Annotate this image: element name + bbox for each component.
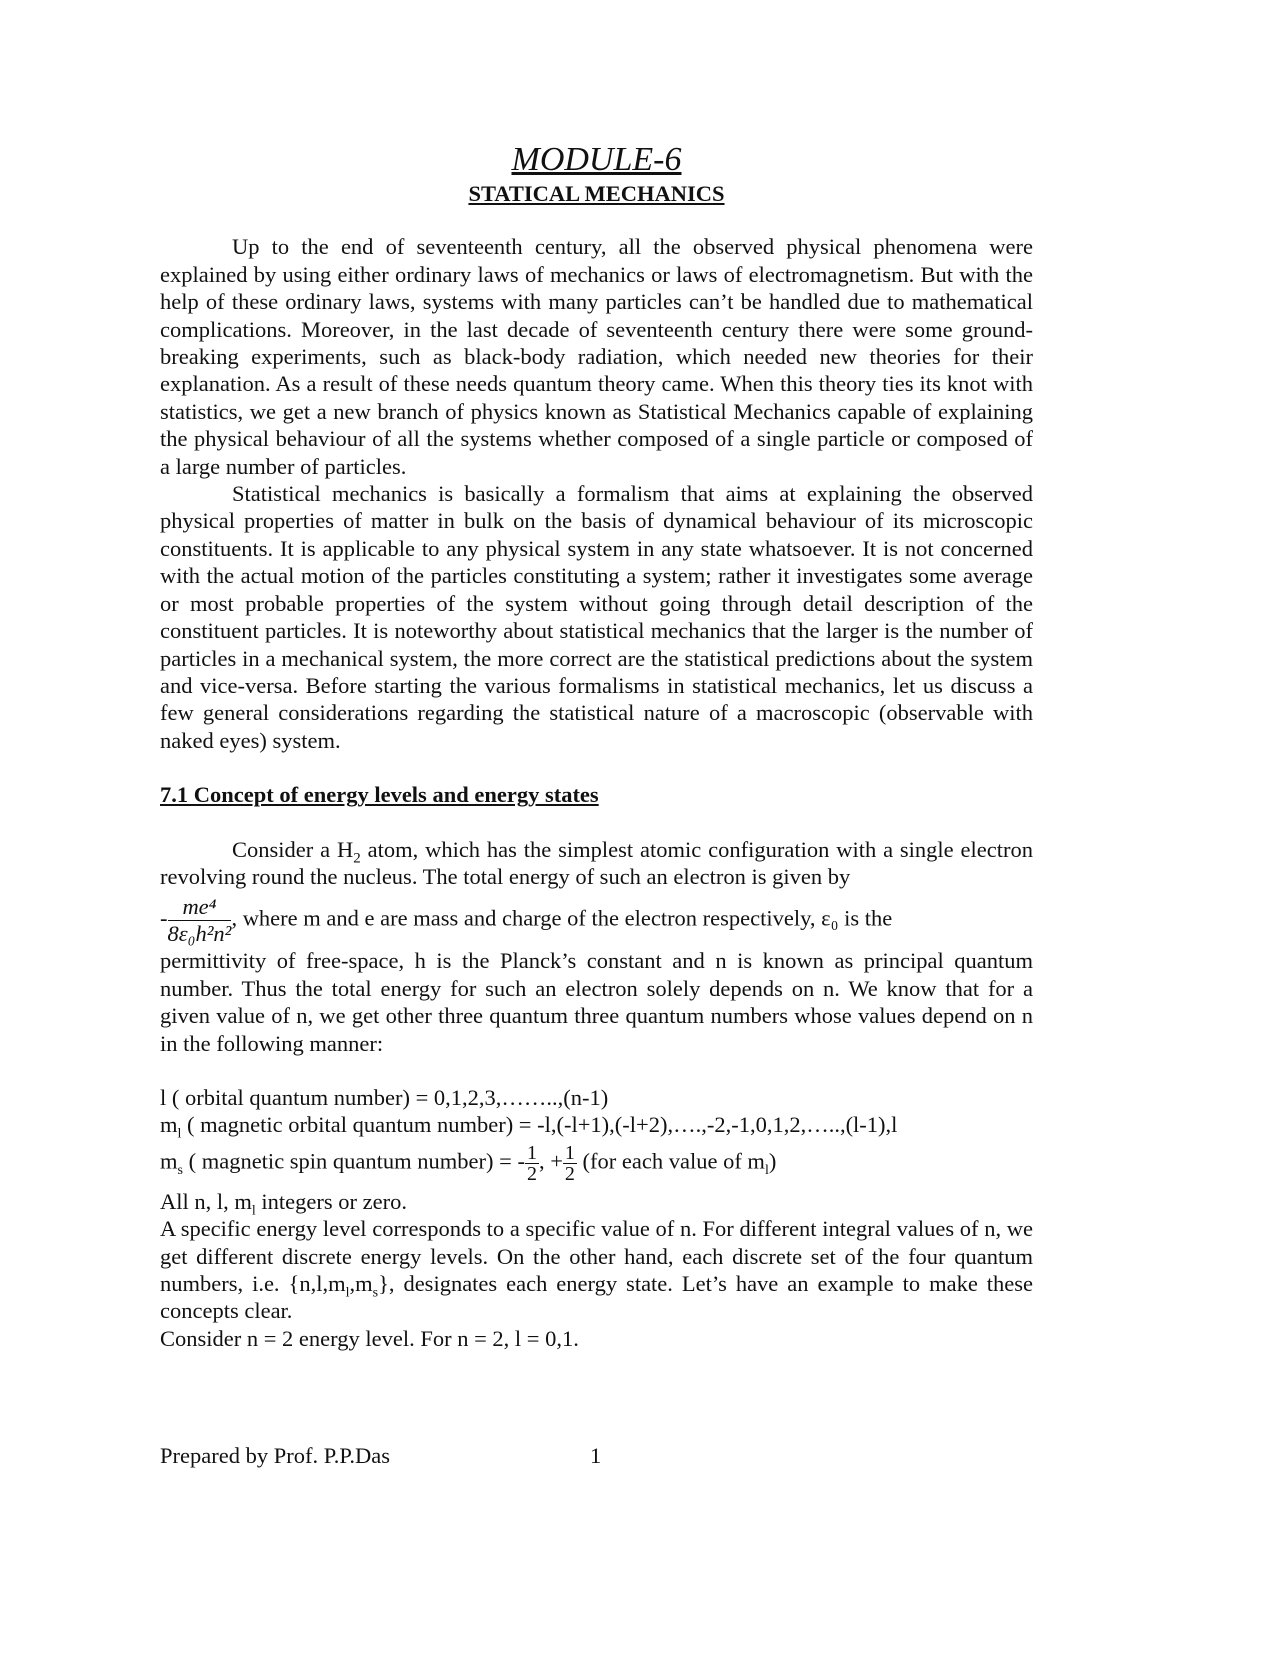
text: , + xyxy=(538,1148,563,1174)
denominator: 8ε₀h²n² xyxy=(167,921,232,947)
page-number: 1 xyxy=(590,1443,602,1469)
subscript: 2 xyxy=(353,850,361,867)
denominator: 2 xyxy=(564,1162,575,1185)
subscript: l xyxy=(251,1203,256,1219)
energy-fraction xyxy=(168,894,232,947)
subscript: s xyxy=(372,1285,379,1301)
paragraph-energy-levels xyxy=(160,1215,1033,1325)
text: Consider a H xyxy=(232,836,354,862)
text: ) xyxy=(768,1148,777,1174)
footer xyxy=(160,1442,1033,1472)
subscript: l xyxy=(177,1126,182,1142)
minus-sign: - xyxy=(160,906,168,931)
subscript: l xyxy=(764,1162,769,1178)
numerator: 1 xyxy=(526,1141,537,1164)
half-fraction xyxy=(563,1143,577,1184)
text: m xyxy=(160,1148,178,1174)
text: (for each value of m xyxy=(576,1148,765,1174)
numerator: me⁴ xyxy=(168,894,232,921)
page-content xyxy=(160,140,1033,1472)
l-quantum-line: l ( orbital quantum number) = 0,1,2,3,……..,(n-1) xyxy=(160,1084,609,1110)
ml-quantum-line xyxy=(160,1111,1033,1142)
subscript: l xyxy=(345,1285,350,1301)
page-subtitle: STATICAL MECHANICS xyxy=(468,181,725,206)
text: ( magnetic orbital quantum number) = -l,(-l+1),(-l+2),….,-2,-1,0,1,2,…..,(l-1),l xyxy=(181,1112,898,1138)
subscript: s xyxy=(177,1162,183,1178)
consider-n2-line: Consider n = 2 energy level. For n = 2, l = 0,1. xyxy=(160,1325,579,1351)
energy-formula-line xyxy=(160,894,1033,947)
footer-author: Prepared by Prof. P.P.Das xyxy=(160,1443,390,1469)
text: All n, l, m xyxy=(160,1188,252,1214)
paragraph-permittivity: permittivity of free-space, h is the Planck’s constant and n is known as principal quantum number. Thus the total energy for such an electron solely depends on n. We know that for a given value of n, we get other three quantum three quantum numbers whose values depend on n in the following manner: xyxy=(160,948,1033,1056)
text: ,m xyxy=(349,1271,373,1296)
half-fraction xyxy=(525,1143,539,1184)
text: atom, which has the simplest atomic configuration with a single electron revolving round the nucleus. The total energy of such an electron is given by xyxy=(160,836,1033,889)
denominator: 2 xyxy=(526,1162,537,1185)
text: m xyxy=(160,1112,178,1138)
ms-quantum-line xyxy=(160,1143,1033,1184)
formula-description: , where m and e are mass and charge of the electron respectively, ε₀ is the xyxy=(231,906,893,931)
section-heading: 7.1 Concept of energy levels and energy states xyxy=(160,782,599,808)
text: integers or zero. xyxy=(255,1188,407,1214)
integers-line xyxy=(160,1188,1033,1219)
paragraph-statistical-mechanics: Statistical mechanics is basically a formalism that aims at explaining the observed physical properties of matter in bulk on the basis of dynamical behaviour of its microscopic constituents. It is applicable to any physical system in any state whatsoever. It is not concerned with the actual motion of the particles constituting a system; rather it investigates some average or most probable properties of the system without going through detail description of the constituent particles. It is noteworthy about statistical mechanics that the larger is the number of particles in a mechanical system, the more correct are the statistical predictions about the system and vice-versa. Before starting the various formalisms in statistical mechanics, let us discuss a few general considerations regarding the statistical nature of a macroscopic (observable with naked eyes) system. xyxy=(160,481,1033,753)
page-title: MODULE-6 xyxy=(511,141,682,178)
text: ( magnetic spin quantum number) = - xyxy=(182,1148,525,1174)
paragraph-intro: Up to the end of seventeenth century, all the observed physical phenomena were explained by using either ordinary laws of mechanics or laws of electromagnetism. But with the help of these ordinary laws, systems with many particles can’t be handled due to mathematical complications. Moreover, in the last decade of seventeenth century there were some ground-breaking experiments, such as black-body radiation, which needed new theories for their explanation. As a result of these needs quantum theory came. When this theory ties its knot with statistics, we get a new branch of physics known as Statistical Mechanics capable of explaining the physical behaviour of all the systems whether composed of a single particle or composed of a large number of particles. xyxy=(160,234,1033,479)
numerator: 1 xyxy=(564,1141,575,1164)
text: }, designates each energy state. Let’s have an example to make these concepts clear. xyxy=(160,1271,1033,1324)
text: A specific energy level corresponds to a specific value of n. For different integral values of n, we get different discrete energy levels. On the other hand, each discrete set of the four quantum numbers, i.e. {n,l,m xyxy=(160,1216,1033,1296)
paragraph-h2-atom xyxy=(160,836,1033,891)
